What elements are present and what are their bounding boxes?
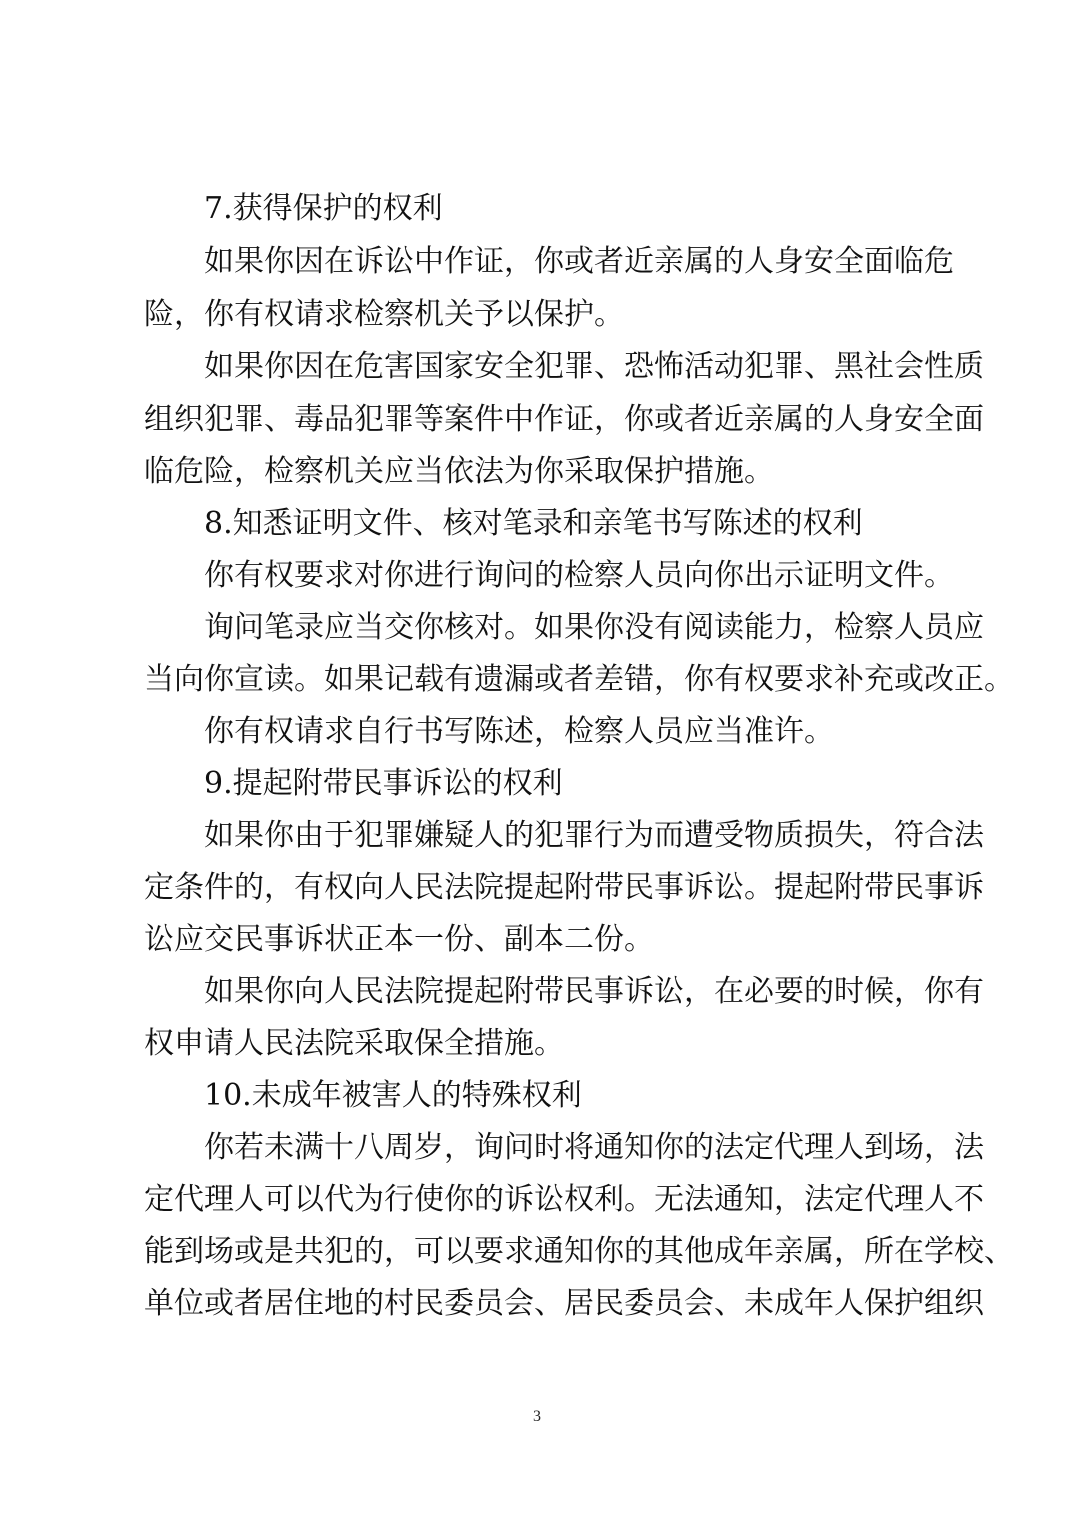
paragraph-line: 险，你有权请求检察机关予以保护。 [144,297,624,332]
heading-right-to-protection: 7.获得保护的权利 [204,191,443,226]
paragraph-line: 定代理人可以代为行使你的诉讼权利。无法通知，法定代理人不 [144,1182,984,1217]
paragraph-line: 定条件的，有权向人民法院提起附带民事诉讼。提起附带民事诉 [144,870,984,905]
paragraph-line: 单位或者居住地的村民委员会、居民委员会、未成年人保护组织 [144,1286,984,1321]
heading-right-to-documents: 8.知悉证明文件、核对笔录和亲笔书写陈述的权利 [204,506,863,541]
paragraph-line: 能到场或是共犯的，可以要求通知你的其他成年亲属，所在学校、 [144,1234,1014,1269]
paragraph-line: 如果你由于犯罪嫌疑人的犯罪行为而遭受物质损失，符合法 [204,818,984,853]
paragraph-line: 权申请人民法院采取保全措施。 [144,1026,564,1061]
paragraph-line: 当向你宣读。如果记载有遗漏或者差错，你有权要求补充或改正。 [144,662,1014,697]
paragraph-line: 组织犯罪、毒品犯罪等案件中作证，你或者近亲属的人身安全面 [144,402,984,437]
heading-right-to-civil-action: 9.提起附带民事诉讼的权利 [204,766,563,801]
paragraph-line: 你有权要求对你进行询问的检察人员向你出示证明文件。 [204,558,954,593]
paragraph-line: 询问笔录应当交你核对。如果你没有阅读能力，检察人员应 [204,610,984,645]
paragraph-line: 如果你向人民法院提起附带民事诉讼，在必要的时候，你有 [204,974,984,1009]
paragraph-line: 如果你因在诉讼中作证，你或者近亲属的人身安全面临危 [204,244,954,279]
paragraph-line: 你若未满十八周岁，询问时将通知你的法定代理人到场，法 [204,1130,984,1165]
heading-minor-victim-rights: 10.未成年被害人的特殊权利 [204,1078,582,1113]
paragraph-line: 临危险，检察机关应当依法为你采取保护措施。 [144,454,774,489]
paragraph-line: 讼应交民事诉状正本一份、副本二份。 [144,922,654,957]
paragraph-line: 如果你因在危害国家安全犯罪、恐怖活动犯罪、黑社会性质 [204,349,984,384]
paragraph-line: 你有权请求自行书写陈述，检察人员应当准许。 [204,714,834,749]
page-number: 3 [533,1408,541,1425]
